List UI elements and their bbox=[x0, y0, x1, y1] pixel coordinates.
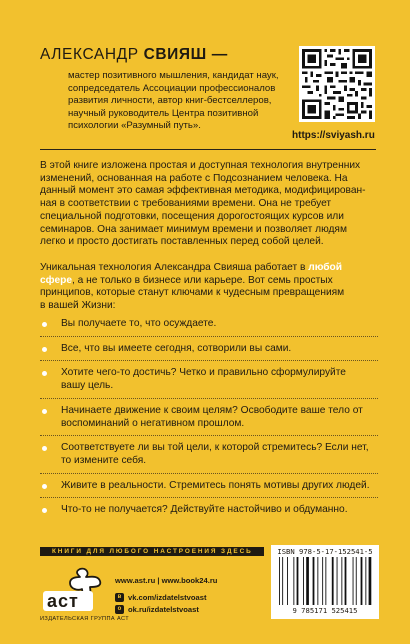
list-separator bbox=[40, 398, 378, 399]
intro-line: В этой книге изложена простая и доступная технология внутренних bbox=[40, 160, 361, 171]
barcode-icon bbox=[275, 556, 375, 606]
list-item bbox=[40, 480, 378, 493]
slogan-band: КНИГИ ДЛЯ ЛЮБОГО НАСТРОЕНИЯ ЗДЕСЬ bbox=[40, 547, 264, 556]
barcode-bar bbox=[356, 557, 357, 605]
barcode-bar bbox=[345, 557, 347, 605]
publisher-logo-text: аст bbox=[47, 591, 79, 611]
principles-text: , а не только в бизнесе или карьере. Вот семь простых bbox=[72, 274, 333, 286]
list-item bbox=[40, 504, 378, 517]
list-item-text: Хотите чего-то достичь? Четко и правильно сформулируйте bbox=[61, 367, 346, 379]
bullet-dot-icon bbox=[42, 322, 47, 327]
bullet-dot-icon bbox=[42, 508, 47, 513]
barcode-bar bbox=[282, 557, 283, 605]
ok-link[interactable] bbox=[115, 603, 217, 615]
barcode-bar bbox=[341, 557, 342, 605]
list-separator bbox=[40, 360, 378, 361]
author-last-name: СВИЯШ — bbox=[143, 46, 228, 63]
qr-code[interactable] bbox=[299, 46, 375, 122]
list-item-text: Соответствуете ли вы той цели, к которой стремитесь? Если нет, bbox=[61, 442, 369, 454]
intro-paragraph bbox=[40, 160, 378, 249]
publisher-caption: ИЗДАТЕЛЬСКАЯ ГРУППА АСТ bbox=[40, 616, 130, 622]
list-separator bbox=[40, 336, 378, 337]
list-item-text: Живите в реальности. Стремитесь понять мотивы других людей. bbox=[61, 479, 370, 491]
list-item bbox=[40, 405, 378, 430]
author-bio-line: научный руководитель Центра позитивной bbox=[68, 107, 259, 119]
author-name bbox=[40, 46, 290, 64]
ok-link-text: ok.ru/izdatelstvoast bbox=[128, 604, 199, 614]
ok-icon: о bbox=[115, 605, 124, 614]
vk-link-text: vk.com/izdatelstvoast bbox=[128, 592, 207, 602]
author-first-name: АЛЕКСАНДР bbox=[40, 46, 139, 63]
list-item-text: Вы получаете то, что осуждаете. bbox=[61, 318, 217, 329]
bullet-dot-icon bbox=[42, 409, 47, 414]
bullet-dot-icon bbox=[42, 484, 47, 489]
principles-line: в вашей Жизни: bbox=[40, 300, 116, 312]
barcode-bar bbox=[293, 557, 294, 605]
vk-link[interactable] bbox=[115, 591, 217, 603]
list-separator bbox=[40, 435, 378, 436]
author-block bbox=[40, 46, 290, 133]
author-bio bbox=[40, 70, 290, 133]
barcode-bar bbox=[313, 557, 315, 605]
intro-line: изменений, основанная на работе с Подсознанием человека. На bbox=[40, 172, 348, 184]
bullet-dot-icon bbox=[42, 371, 47, 376]
intro-line: ная в соответствии с требованиями времени. Она не требует bbox=[40, 198, 332, 210]
highlight-text: сфере bbox=[40, 274, 72, 286]
principles-line: принципов, которые станут ключами к чудесным превращениям bbox=[40, 287, 345, 299]
publisher-logo bbox=[40, 565, 110, 615]
barcode-bar bbox=[337, 557, 338, 605]
author-bio-line: развития личности, автор книг-бестселлеров, bbox=[68, 95, 272, 107]
list-item-text: Что-то не получается? Действуйте настойчиво и обдуманно. bbox=[61, 504, 348, 516]
vk-icon: в bbox=[115, 593, 124, 602]
site-link[interactable]: https://sviyash.ru bbox=[292, 130, 375, 141]
barcode-bar bbox=[306, 557, 309, 605]
isbn-digits: 9 785171 525415 bbox=[292, 606, 358, 615]
principles-list bbox=[40, 318, 378, 517]
list-separator bbox=[40, 473, 378, 474]
barcode-bar bbox=[287, 557, 288, 605]
author-bio-line: сопредседатель Ассоциации профессионалов bbox=[68, 82, 276, 94]
list-item-text: то измените себя. bbox=[61, 454, 147, 466]
list-item-text: вашу цель. bbox=[61, 380, 114, 392]
barcode-bar bbox=[365, 557, 366, 605]
intro-line: легко и просто достигать поставленных перед собой целей. bbox=[40, 236, 324, 248]
list-item-text: Все, что вы имеете сегодня, сотворили вы сами. bbox=[61, 342, 292, 354]
list-item bbox=[40, 367, 378, 392]
barcode-bar bbox=[353, 557, 354, 605]
barcode-bar bbox=[297, 557, 299, 605]
barcode-bar bbox=[325, 557, 326, 605]
qr-code-icon bbox=[302, 49, 372, 119]
barcode-bar bbox=[317, 557, 318, 605]
barcode-bar bbox=[369, 557, 372, 605]
list-item-text: Начинаете движение к своим целям? Освободите ваше тело от bbox=[61, 404, 363, 416]
barcode-bar bbox=[322, 557, 323, 605]
barcode-bar bbox=[361, 557, 363, 605]
principles-line bbox=[40, 262, 378, 275]
author-bio-line: психологии «Разумный путь». bbox=[68, 120, 201, 132]
list-separator bbox=[40, 497, 378, 498]
bullet-dot-icon bbox=[42, 446, 47, 451]
isbn-label: ISBN 978-5-17-152541-5 bbox=[277, 547, 373, 556]
barcode-block bbox=[271, 545, 379, 619]
bullet-dot-icon bbox=[42, 347, 47, 352]
highlight-text: любой bbox=[308, 262, 343, 273]
intro-line: данный момент это самая эффективная методика, модифицирован- bbox=[40, 185, 366, 197]
barcode-bar bbox=[332, 557, 334, 605]
list-item bbox=[40, 343, 378, 356]
intro-line: семинаров. Она занимает минимум времени и позволяет людям bbox=[40, 223, 347, 235]
list-item bbox=[40, 318, 378, 331]
principles-paragraph bbox=[40, 262, 378, 313]
barcode-bar bbox=[303, 557, 304, 605]
author-bio-line: мастер позитивного мышления, кандидат наук, bbox=[68, 70, 279, 81]
web-links[interactable]: www.ast.ru | www.book24.ru bbox=[115, 575, 218, 585]
publisher-links bbox=[115, 574, 217, 615]
list-item-text: воспоминаний о негативном прошлом. bbox=[61, 417, 245, 429]
barcode-bar bbox=[279, 557, 280, 605]
divider bbox=[40, 149, 376, 150]
principles-line bbox=[40, 275, 378, 288]
principles-text: Уникальная технология Александра Свияша работает в bbox=[40, 262, 309, 273]
intro-line: специальной подготовки, посещения дорогостоящих курсов или bbox=[40, 210, 344, 222]
list-item bbox=[40, 442, 378, 467]
